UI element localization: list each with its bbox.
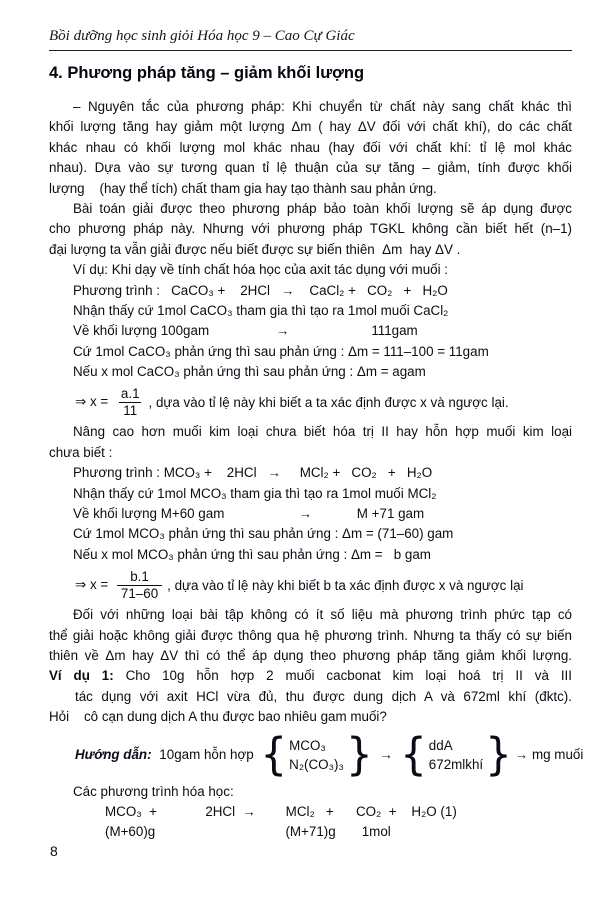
example-text: Cho 10g hỗn hợp 2 muối cacbonat kim loại hoá trị II và III xyxy=(125,668,572,684)
solution-line xyxy=(49,728,584,782)
page-number: 8 xyxy=(50,843,58,859)
paragraph-line: khác nhau có khối lượng mol khác nhau (hay đối với chất khí: tỉ lệ mol khác xyxy=(49,139,572,155)
paragraph-line: lượng (hay thể tích) chất tham gia hay tạo thành sau phản ứng. xyxy=(49,180,437,196)
paragraph-line: khối lượng tăng hay giảm một lượng Δm ( hay ΔV đối với chất khí), do các chất xyxy=(49,119,572,135)
fraction-numerator: b.1 xyxy=(130,568,149,584)
content xyxy=(49,0,584,843)
equation-note-line: Nhận thấy cứ 1mol CaCO₃ tham gia thì tạo ra 1mol muối CaCl₂ xyxy=(73,302,449,318)
equation-line: Phương trình : CaCO₃ + 2HCl → CaCl₂ + CO₂ + H₂O xyxy=(73,282,448,298)
equation-note-line: Nhận thấy cứ 1mol MCO₃ tham gia thì tạo ra 1mol muối MCl₂ xyxy=(73,485,437,501)
formula-prefix: ⇒ x = xyxy=(75,394,112,410)
right-brace: } xyxy=(485,728,512,780)
body-text xyxy=(49,97,584,843)
fraction-numerator: a.1 xyxy=(120,385,140,401)
formula-suffix: , dựa vào tỉ lệ này khi biết b ta xác định được x và ngược lại xyxy=(167,577,524,593)
product-item: 672mlkhí xyxy=(428,756,484,772)
paragraph-line: đại lượng ta vẫn giải được nếu biết được sự biến thiên Δm hay ΔV . xyxy=(49,241,461,257)
fraction-denominator: 71–60 xyxy=(117,585,162,602)
paragraph-line: Các phương trình hóa học: xyxy=(73,783,234,799)
paragraph-line: thiên về Δm hay ΔV thì có thể áp dụng theo phương pháp tăng giảm khối lượng. xyxy=(49,647,572,663)
example-label: Ví dụ 1: xyxy=(49,668,114,684)
equation-mass-line: (M+60)g (M+71)g 1mol xyxy=(105,824,391,840)
formula-prefix: ⇒ x = xyxy=(75,577,112,593)
paragraph-line: – Nguyên tắc của phương pháp: Khi chuyển từ chất này sang chất khác thì xyxy=(73,99,572,114)
example-text-line: tác dụng với axit HCl vừa đủ, thu được dung dịch A và 672ml khí (đktc). xyxy=(75,688,572,704)
equation-note-line: Cứ 1mol CaCO₃ phản ứng thì sau phản ứng : Δm = 111–100 = 11gam xyxy=(73,343,489,359)
mass-relation-line: Về khối lượng M+60 gam → M +71 gam xyxy=(73,506,425,522)
equation-line: Phương trình : MCO₃ + 2HCl → MCl₂ + CO₂ + H₂O xyxy=(73,465,433,481)
fraction-denominator: 11 xyxy=(119,402,141,419)
formula-suffix: , dựa vào tỉ lệ này khi biết a ta xác định được x và ngược lại. xyxy=(148,394,509,410)
example-title-line xyxy=(49,666,572,686)
paragraph-line: Đối với những loại bài tập không có ít số liệu mà phương trình phức tạp có xyxy=(73,607,572,623)
product-item: ddA xyxy=(428,737,453,753)
mass-relation-line: Về khối lượng 100gam → 111gam xyxy=(73,323,418,339)
fraction xyxy=(117,569,162,602)
paragraph-line: chưa biết : xyxy=(49,444,113,460)
left-brace: { xyxy=(400,728,427,780)
formula-line xyxy=(49,565,572,605)
arrow-glyph: → xyxy=(379,747,394,763)
brace-group xyxy=(260,728,373,780)
solution-tail: → mg muối xyxy=(514,747,584,763)
solution-label: Hướng dẫn: xyxy=(75,747,152,763)
equation-note-line: Nếu x mol MCO₃ phản ứng thì sau phản ứng : Δm = b gam xyxy=(73,546,431,562)
paragraph-line: cho phương pháp này. Nhưng với phương pháp TGKL không cần biết hết (n–1) xyxy=(49,221,572,237)
right-brace: } xyxy=(345,728,373,780)
paragraph-line: nhau). Dựa vào sự tương quan tỉ lệ thuận của sự tăng – giảm, tính được khối xyxy=(49,160,572,176)
equation-line: MCO₃ + 2HCl → MCl₂ + CO₂ + H₂O (1) xyxy=(105,803,457,819)
solution-intro: 10gam hỗn hợp xyxy=(155,747,258,763)
paragraph-line: Nâng cao hơn muối kim loại chưa biết hóa trị II hay hỗn hợp muối kim loại xyxy=(73,424,572,440)
fraction xyxy=(117,386,144,419)
equation-note-line: Cứ 1mol MCO₃ phản ứng thì sau phản ứng : Δm = (71–60) gam xyxy=(73,526,454,542)
brace-stack xyxy=(287,736,346,774)
left-brace: { xyxy=(260,728,288,780)
section-heading: 4. Phương pháp tăng – giảm khối lượng xyxy=(49,64,365,82)
paragraph-line: thể giải hoặc không giải được thông qua hệ phương trình. Nhưng ta thấy có sự biến xyxy=(49,627,572,643)
formula-line xyxy=(49,382,572,422)
running-header: Bồi dưỡng học sinh giỏi Hóa học 9 – Cao Cự Giác xyxy=(49,28,355,44)
example-text-line: Hỏi cô cạn dung dịch A thu được bao nhiêu gam muối? xyxy=(49,709,387,725)
paragraph-line: Bài toán giải được theo phương pháp bảo toàn khối lượng sẽ áp dụng được xyxy=(73,200,572,216)
brace-stack xyxy=(427,736,485,774)
equation-note-line: Nếu x mol CaCO₃ phản ứng thì sau phản ứng : Δm = agam xyxy=(73,364,426,380)
mixture-item: MCO₃ xyxy=(289,737,326,753)
example-intro-line: Ví dụ: Khi dạy về tính chất hóa học của axit tác dụng với muối : xyxy=(73,262,449,278)
header-rule xyxy=(49,50,572,51)
mixture-item: N₂(CO₃)₃ xyxy=(289,756,344,772)
brace-group xyxy=(400,728,512,780)
